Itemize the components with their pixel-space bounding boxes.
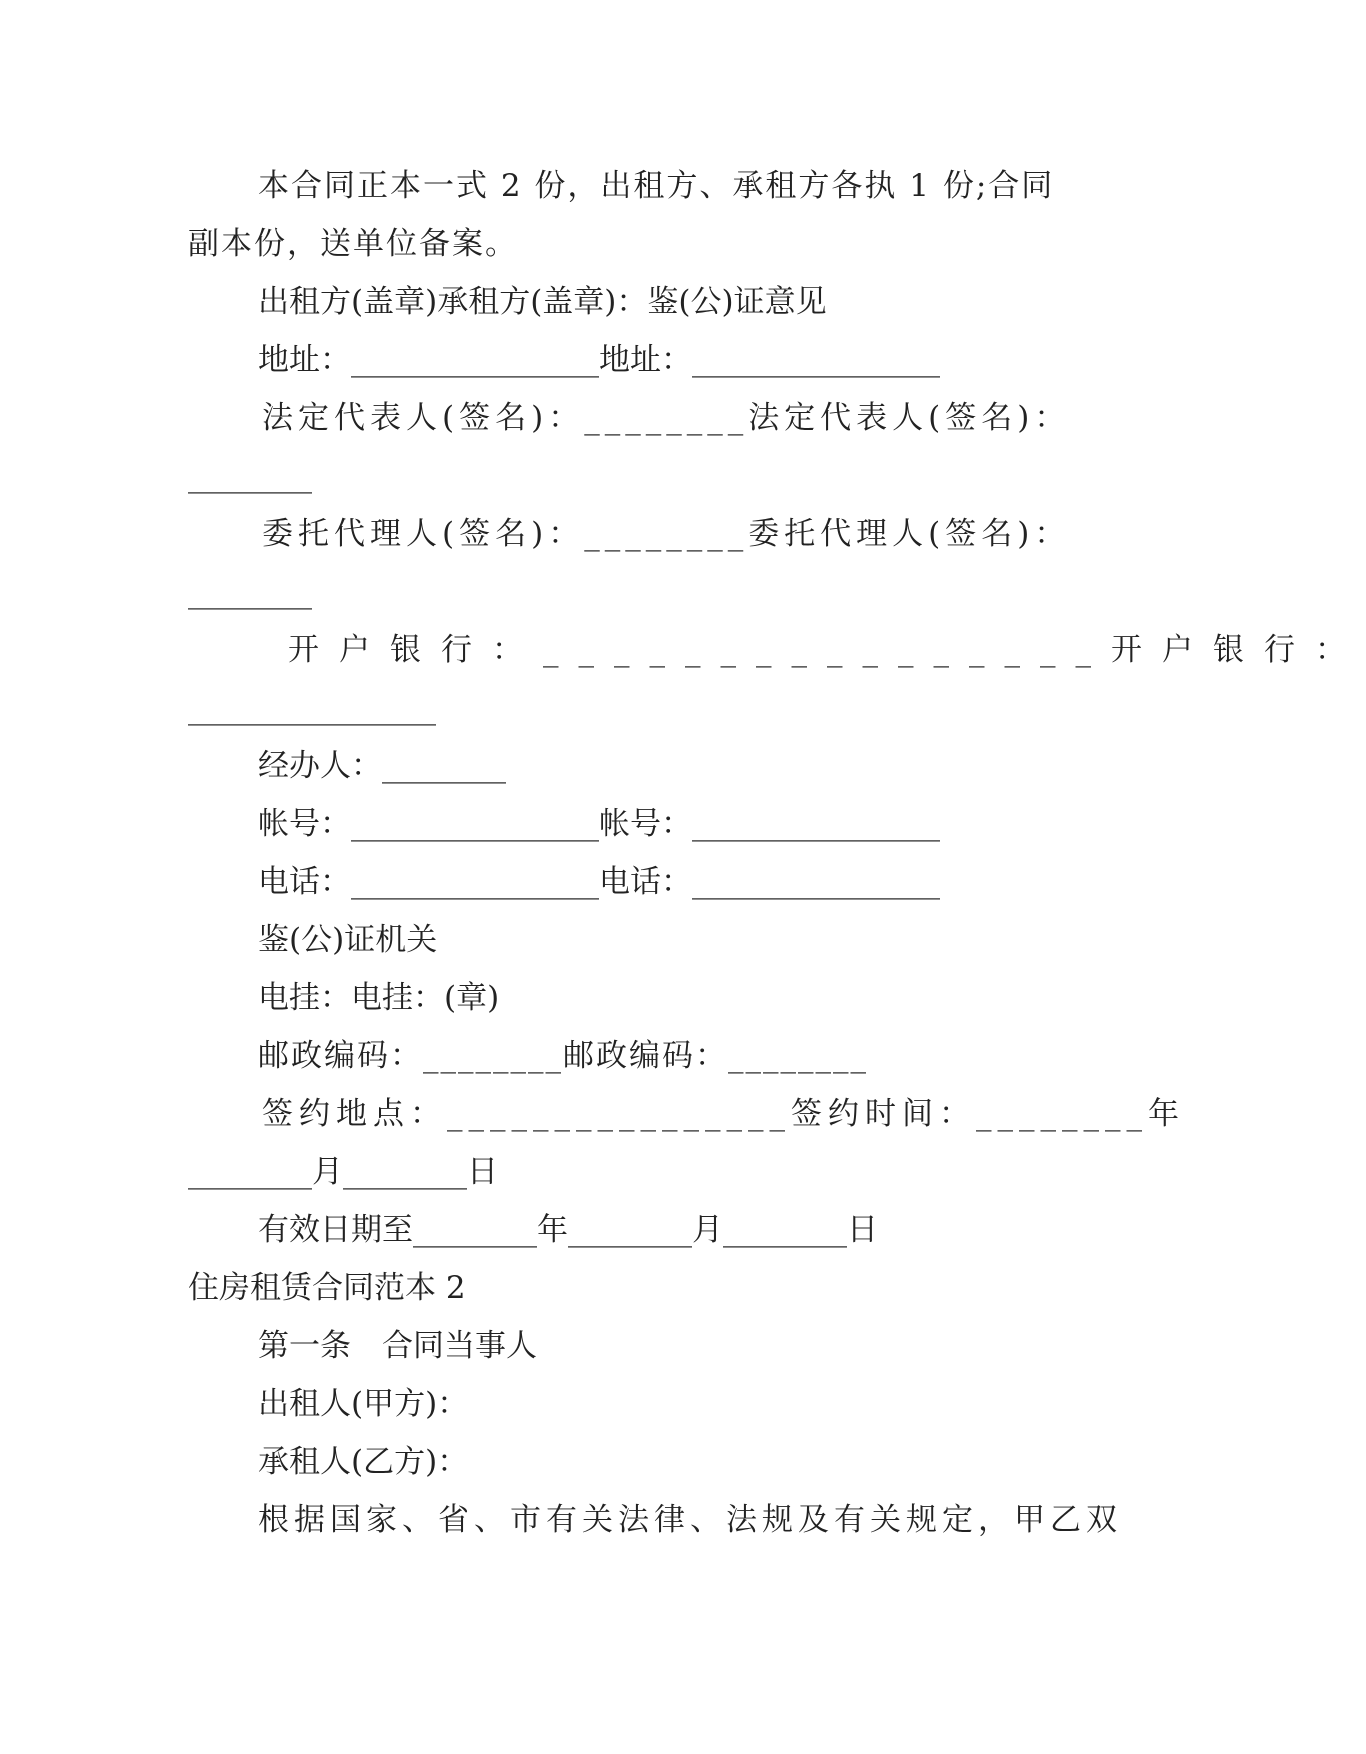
- text-line: 本合同正本一式 2 份，出租方、承租方各执 1 份;合同: [258, 168, 1055, 204]
- text-line: 委托代理人(签名)：________委托代理人(签名)：: [262, 516, 1071, 552]
- text-line: ________月________日: [188, 1154, 498, 1190]
- text-line: 签约地点：________________签约时间：________年: [262, 1096, 1185, 1132]
- text-line: 地址：________________地址：________________: [258, 342, 940, 378]
- text-line: 有效日期至________年________月________日: [258, 1212, 878, 1248]
- text-line: 电话：________________电话：________________: [258, 864, 940, 900]
- text-line: 开户银行：________________开户银行：: [288, 632, 1366, 668]
- text-line: 邮政编码：________邮政编码：________: [258, 1038, 868, 1074]
- text-line: 电挂：电挂：(章): [258, 980, 500, 1016]
- text-line: 鉴(公)证机关: [258, 922, 438, 958]
- section-heading: 住房租赁合同范本 2: [188, 1270, 466, 1306]
- text-line: 根据国家、省、市有关法律、法规及有关规定，甲乙双: [258, 1502, 1122, 1538]
- text-line: 出租人(甲方)：: [258, 1386, 469, 1422]
- text-line: 经办人：________: [258, 748, 506, 784]
- text-line: 承租人(乙方)：: [258, 1444, 469, 1480]
- text-line: 帐号：________________帐号：________________: [258, 806, 940, 842]
- text-line: 副本份，送单位备案。: [188, 226, 518, 262]
- text-line: 法定代表人(签名)：________法定代表人(签名)：: [262, 400, 1071, 436]
- text-line: ________________: [188, 690, 436, 726]
- text-line: ________: [188, 458, 312, 494]
- text-line: 第一条 合同当事人: [258, 1328, 537, 1364]
- text-line: 出租方(盖章)承租方(盖章)：鉴(公)证意见: [258, 284, 827, 320]
- text-line: ________: [188, 574, 312, 610]
